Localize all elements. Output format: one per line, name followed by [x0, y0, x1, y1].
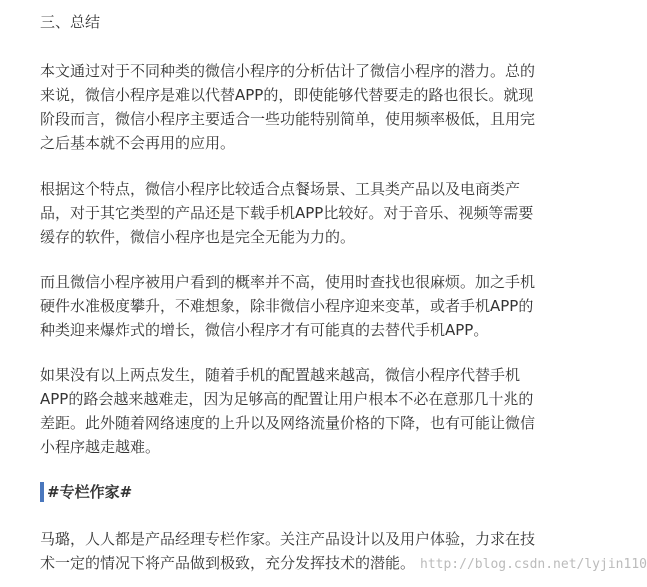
- summary-paragraph-4: [40, 363, 580, 459]
- summary-paragraph-3: [40, 270, 580, 342]
- paragraph-line: 种类迎来爆炸式的增长，微信小程序才有可能真的去替代手机APP。: [40, 321, 489, 339]
- column-heading-text: #专栏作家#: [47, 483, 133, 501]
- section-heading: 三、总结: [40, 13, 101, 31]
- paragraph-line: 阶段而言，微信小程序主要适合一些功能特别简单，使用频率极低，且用完: [40, 110, 536, 128]
- paragraph-line: 缓存的软件，微信小程序也是完全无能为力的。: [40, 228, 356, 246]
- paragraph-line: 而且微信小程序被用户看到的概率并不高，使用时查找也很麻烦。加之手机: [40, 273, 536, 291]
- paragraph-line: 差距。此外随着网络速度的上升以及网络流量价格的下降，也有可能让微信: [40, 414, 536, 432]
- paragraph-line: APP的路会越来越难走，因为足够高的配置让用户根本不必在意那几十兆的: [40, 390, 534, 408]
- paragraph-line: 来说，微信小程序是难以代替APP的，即使能够代替要走的路也很长。就现: [40, 86, 534, 104]
- paragraph-line: 本文通过对于不同种类的微信小程序的分析估计了微信小程序的潜力。总的: [40, 62, 536, 80]
- column-author-heading: [40, 480, 132, 504]
- blog-watermark: http://blog.csdn.net/lyjin110: [420, 557, 647, 572]
- paragraph-line: 根据这个特点，微信小程序比较适合点餐场景、工具类产品以及电商类产: [40, 180, 521, 198]
- paragraph-line: 之后基本就不会再用的应用。: [40, 134, 236, 152]
- paragraph-line: 小程序越走越难。: [40, 438, 161, 456]
- heading-accent-bar: [40, 482, 44, 502]
- paragraph-line: 术一定的情况下将产品做到极致，充分发挥技术的潜能。: [40, 554, 416, 572]
- summary-paragraph-1: [40, 59, 580, 155]
- paragraph-line: 品，对于其它类型的产品还是下载手机APP比较好。对于音乐、视频等需要: [40, 204, 534, 222]
- paragraph-line: 硬件水准极度攀升，不难想象，除非微信小程序迎来变革，或者手机APP的: [40, 297, 534, 315]
- paragraph-line: 如果没有以上两点发生，随着手机的配置越来越高，微信小程序代替手机: [40, 366, 521, 384]
- paragraph-line: 马璐，人人都是产品经理专栏作家。关注产品设计以及用户体验，力求在技: [40, 530, 536, 548]
- summary-paragraph-2: [40, 177, 580, 249]
